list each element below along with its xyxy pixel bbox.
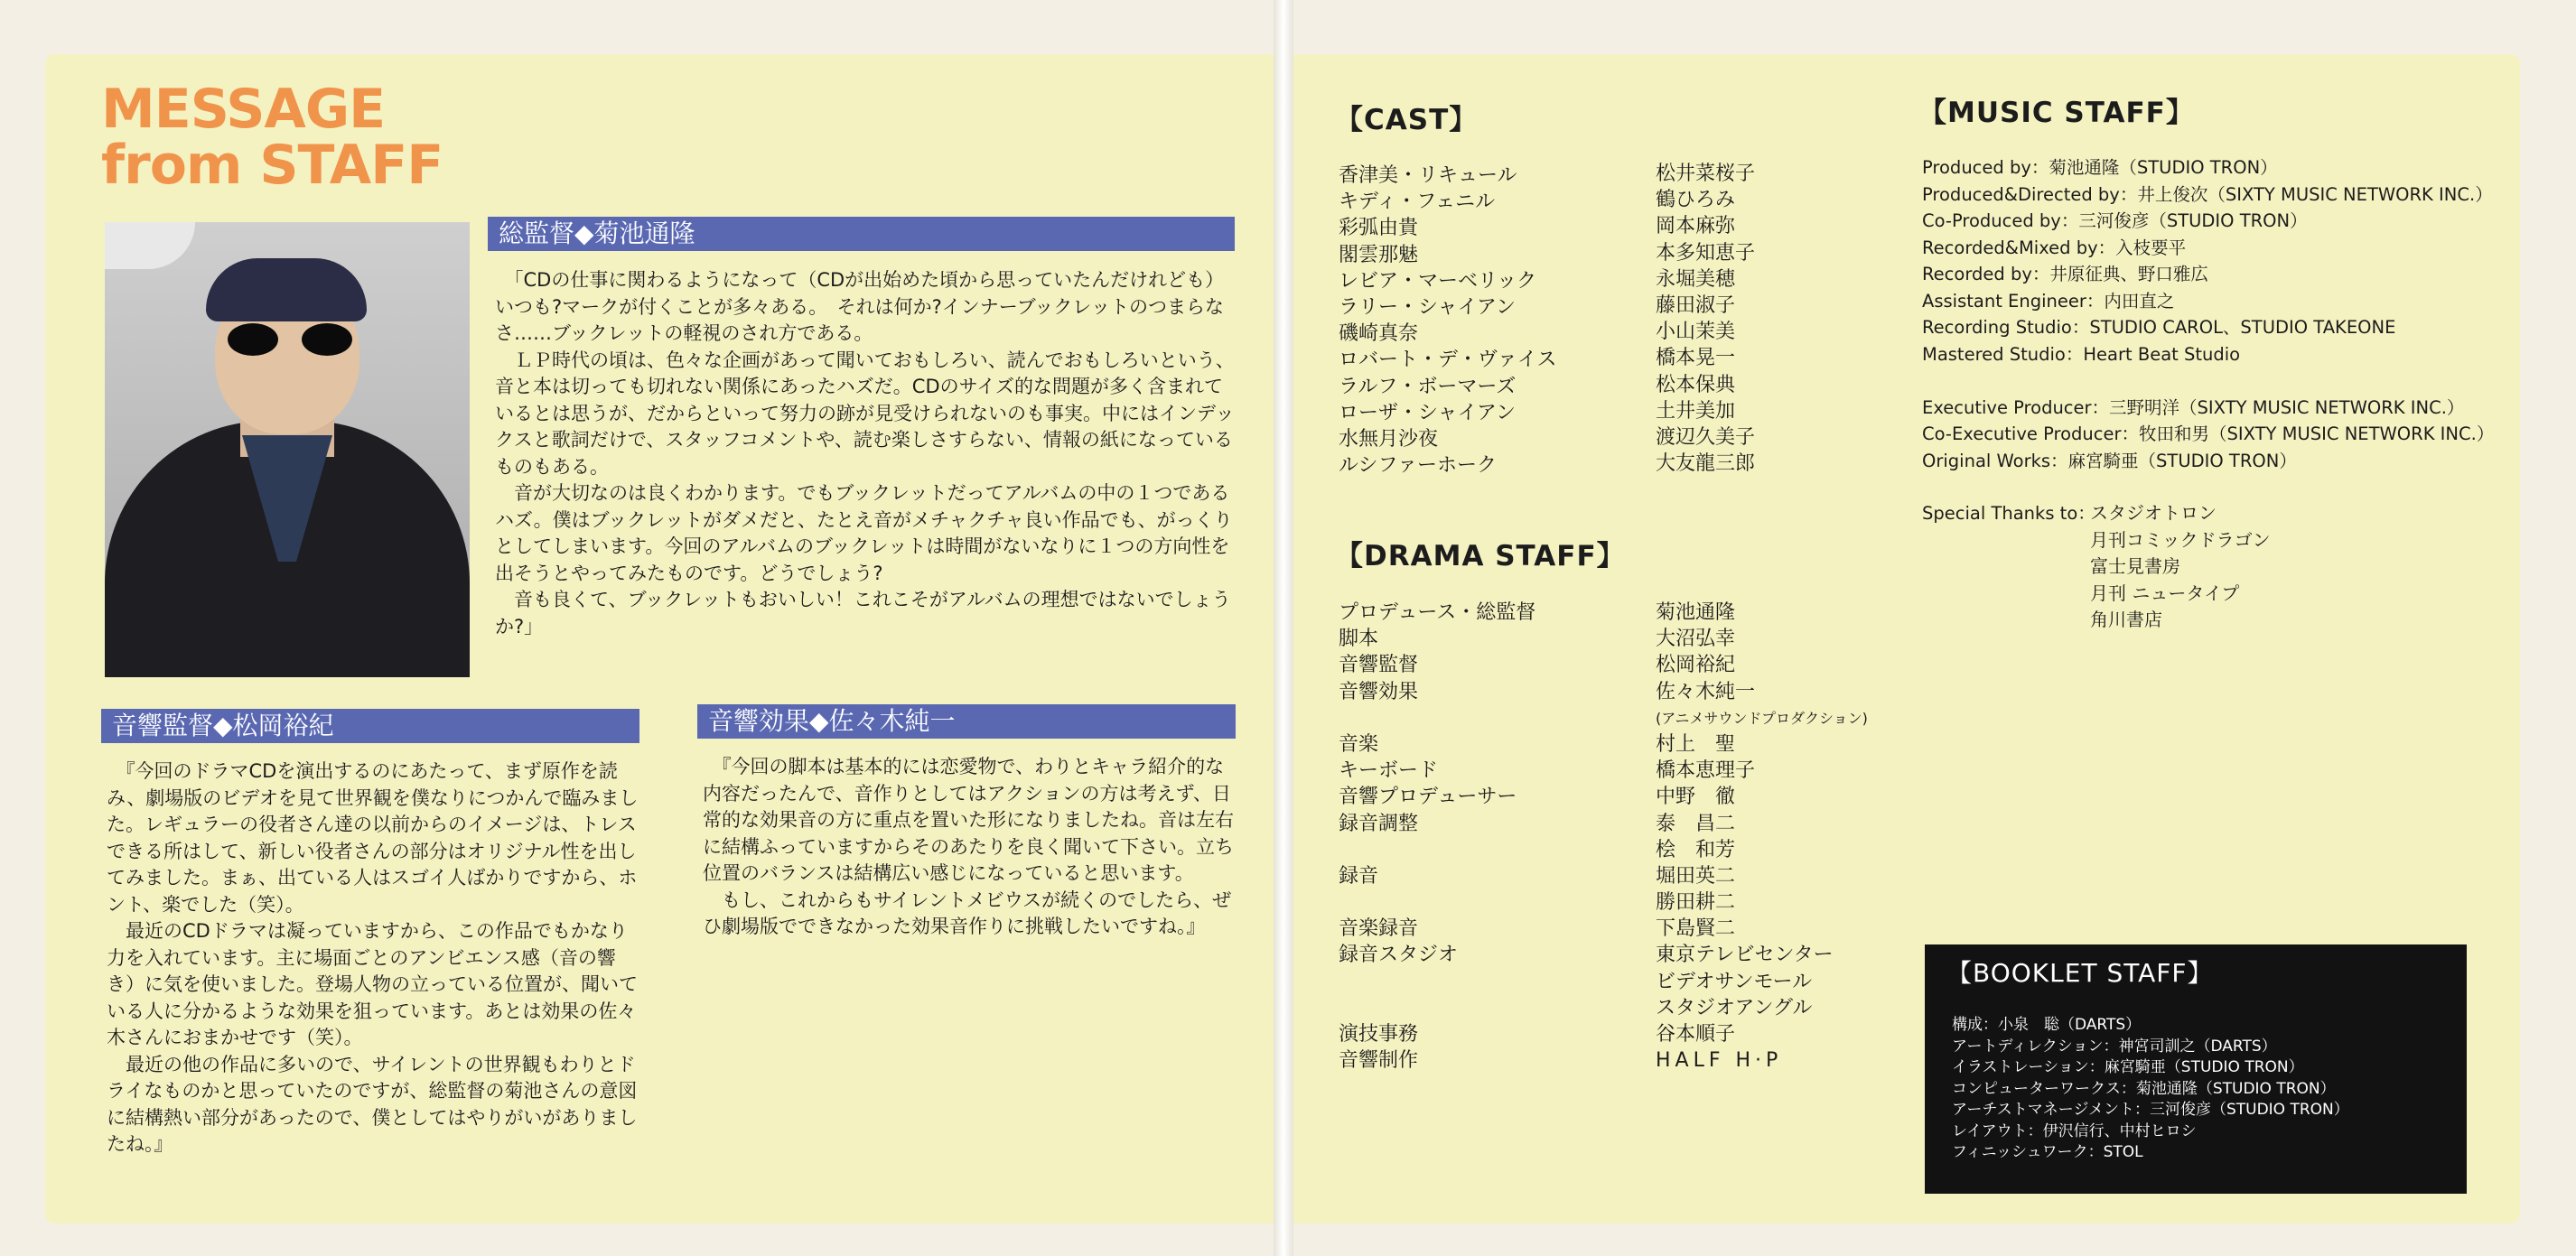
drama-name: (アニメサウンドプロダクション) xyxy=(1656,709,1868,727)
cast-actor: 渡辺久美子 xyxy=(1656,425,1756,449)
drama-name: 東京テレビセンター xyxy=(1656,944,1834,967)
cast-role: レビア・マーベリック xyxy=(1339,269,1537,293)
thanks-item: 角川書店 xyxy=(2090,609,2162,630)
cast-actor: 松井菜桜子 xyxy=(1656,163,1756,185)
kikuchi-message xyxy=(495,267,1237,640)
thanks-item: スタジオトロン xyxy=(2090,502,2217,524)
cast-role: 香津美・リキュール xyxy=(1339,164,1517,187)
music-staff-line: Co-Produced by：三河俊彦（STUDIO TRON） xyxy=(1922,210,2308,231)
drama-name: ビデオサンモール xyxy=(1656,970,1813,993)
drama-role: プロデュース・総監督 xyxy=(1339,601,1536,624)
drama-name: 松岡裕紀 xyxy=(1656,654,1736,677)
music-staff-line xyxy=(1922,367,2494,395)
drama-name: 大沼弘幸 xyxy=(1656,628,1736,651)
music-staff-line: Produced&Directed by：井上俊次（SIXTY MUSIC NETWORK INC.） xyxy=(1922,183,2493,205)
drama-name: スタジオアングル xyxy=(1656,996,1813,1019)
drama-role xyxy=(1339,705,1535,731)
cast-heading: 【CAST】 xyxy=(1335,104,1479,136)
sunglasses-shape xyxy=(228,323,352,358)
cast-role: ラリー・シャイアン xyxy=(1339,295,1517,319)
drama-role: 脚本 xyxy=(1339,628,1379,651)
drama-name-list xyxy=(1656,600,1868,1074)
drama-name: 村上 聖 xyxy=(1656,732,1736,756)
drama-role: 録音 xyxy=(1339,864,1379,888)
drama-role xyxy=(1339,837,1535,863)
cast-actor-list xyxy=(1656,161,1755,477)
booklet-staff-line: 構成：小泉 聡（DARTS） xyxy=(1952,1016,2142,1034)
thanks-item: 月刊コミックドラゴン xyxy=(2090,528,2271,551)
drama-role: 音楽 xyxy=(1339,732,1379,756)
sasaki-header: 音響効果◆佐々木純一 xyxy=(697,704,1236,739)
cast-actor: 永堀美穂 xyxy=(1656,267,1736,291)
drama-name: HALF H·P xyxy=(1656,1049,1783,1073)
booklet-spine xyxy=(1274,0,1293,1256)
drama-role: 録音調整 xyxy=(1339,812,1419,835)
thanks-item: 富士見書房 xyxy=(2090,555,2180,577)
drama-role: 音響制作 xyxy=(1339,1049,1419,1073)
drama-name: 勝田耕二 xyxy=(1656,891,1736,915)
music-staff-line: Co-Executive Producer：牧田和男（SIXTY MUSIC NETWORK INC.） xyxy=(1922,423,2495,444)
sasaki-message xyxy=(703,754,1241,941)
cast-role: 閣雲那魅 xyxy=(1339,243,1419,266)
cast-actor: 土井美加 xyxy=(1656,399,1736,423)
cast-role-list xyxy=(1339,163,1557,479)
music-staff-line: Recorded by：井原征典、野口雅広 xyxy=(1922,264,2208,284)
drama-name: 堀田英二 xyxy=(1656,864,1736,888)
music-staff-line: Executive Producer：三野明洋（SIXTY MUSIC NETWORK INC.） xyxy=(1922,396,2465,418)
director-photo xyxy=(105,222,470,677)
cast-role: ルシファーホーク xyxy=(1339,454,1498,478)
music-staff-line: Recording Studio：STUDIO CAROL、STUDIO TAKEONE xyxy=(1922,317,2396,338)
music-staff-line: Mastered Studio：Heart Beat Studio xyxy=(1922,343,2241,365)
cast-actor: 岡本麻弥 xyxy=(1656,215,1736,238)
matsuoka-header: 音響監督◆松岡裕紀 xyxy=(101,709,639,743)
matsuoka-message xyxy=(107,758,641,1158)
drama-staff-heading: 【DRAMA STAFF】 xyxy=(1335,540,1626,572)
special-thanks-list xyxy=(2090,500,2271,634)
cast-role: ローザ・シャイアン xyxy=(1339,401,1517,424)
cast-role: 磯崎真奈 xyxy=(1339,322,1419,346)
music-staff-line: Produced by：菊池通隆（STUDIO TRON） xyxy=(1922,157,2278,178)
cast-actor: 本多知恵子 xyxy=(1656,241,1756,265)
page-title: MESSAGE from STAFF xyxy=(101,78,443,197)
sasaki-paragraph: もし、これからもサイレントメビウスが続くのでしたら、ぜひ劇場版でできなかった効果音作りに挑戦したいですね。』 xyxy=(703,889,1232,937)
booklet-staff-list xyxy=(1952,1015,2349,1164)
sasaki-paragraph: 『今回の脚本は基本的には恋愛物で、わりとキャラ紹介的な内容だったんで、音作りとしてはアクションの方は考えず、日常的な効果音の方に重点を置いた形になりましたね。音は左右に結構ふっていますからそのあたりを良く聞いて下さい。立ち位置のバランスは結構広い感じになっていると思います。 xyxy=(703,756,1234,884)
booklet-staff-line: イラストレーション：麻宮騎亜（STUDIO TRON） xyxy=(1952,1058,2304,1076)
music-staff-heading: 【MUSIC STAFF】 xyxy=(1918,97,2195,129)
drama-role: 演技事務 xyxy=(1339,1023,1419,1046)
lamp-shape xyxy=(105,222,195,269)
drama-role xyxy=(1339,889,1535,916)
drama-role xyxy=(1339,995,1535,1021)
cast-role: 水無月沙夜 xyxy=(1339,427,1439,451)
drama-role-list xyxy=(1339,600,1535,1074)
booklet-staff-box xyxy=(1925,944,2467,1194)
cast-actor: 松本保典 xyxy=(1656,373,1736,396)
thanks-item: 月刊 ニュータイプ xyxy=(2090,581,2240,604)
drama-name: 桧 和芳 xyxy=(1656,838,1736,861)
music-staff-line: Assistant Engineer：内田直之 xyxy=(1922,290,2175,312)
booklet-staff-heading: 【BOOKLET STAFF】 xyxy=(1946,958,2214,988)
cast-role: キディ・フェニル xyxy=(1339,191,1496,214)
bandana-shape xyxy=(206,258,367,321)
booklet-staff-line: フィニッシュワーク：STOL xyxy=(1952,1143,2143,1161)
matsuoka-paragraph: 最近の他の作品に多いので、サイレントの世界観もわりとドライなものかと思っていたのですが、総監督の菊池さんの意図に結構熱い部分があったので、僕としてはやりがいがありましたね。』 xyxy=(107,1053,638,1155)
cast-role: ラルフ・ボーマーズ xyxy=(1339,375,1517,398)
drama-name: 橋本恵理子 xyxy=(1656,759,1756,783)
drama-role xyxy=(1339,969,1535,995)
kikuchi-paragraph: 音が大切なのは良くわかります。でもブックレットだってアルバムの中の１つであるハズ。僕はブックレットがダメだと、たとえ音がメチャクチャ良い作品でも、がっくりとしてしまいます。今回のアルバムのブックレットは時間がないなりに１つの方向性を出そうとやってみたものです。どうでしょう? xyxy=(495,482,1233,584)
drama-name: 中野 徹 xyxy=(1656,786,1736,809)
cast-actor: 小山茉美 xyxy=(1656,321,1736,344)
cast-actor: 藤田淑子 xyxy=(1656,293,1736,317)
drama-role: 音響効果 xyxy=(1339,680,1419,703)
booklet-staff-line: コンピューターワークス：菊池通隆（STUDIO TRON） xyxy=(1952,1079,2336,1098)
drama-name: 下島賢二 xyxy=(1656,917,1736,941)
cast-actor: 大友龍三郎 xyxy=(1656,452,1756,476)
drama-role: 音楽録音 xyxy=(1339,917,1419,941)
drama-name: 谷本順子 xyxy=(1656,1023,1736,1046)
kikuchi-paragraph: ＬＰ時代の頃は、色々な企画があって聞いておもしろい、読んでおもしろいという、音と本は切っても切れない関係にあったハズだ。CDのサイズ的な問題が多く含まれているとは思うが、だからといって努力の跡が見受けられないのも事実。中にはインデックスと歌詞だけで、スタッフコメントや、読む楽しさすらない、情報の紙になっているものもある。 xyxy=(495,349,1235,478)
drama-name: 泰 昌二 xyxy=(1656,812,1736,835)
music-staff-list xyxy=(1922,154,2494,474)
special-thanks-label: Special Thanks to： xyxy=(1922,503,2095,524)
kikuchi-paragraph: 「CDの仕事に関わるようになって（CDが出始めた頃から思っていたんだけれども）いつも?マークが付くことが多々ある。 それは何か?インナーブックレットのつまらなさ……ブックレットの軽視のされ方である。 xyxy=(495,269,1225,344)
cast-role: ロバート・デ・ヴァイス xyxy=(1339,349,1557,372)
drama-name: 佐々木純一 xyxy=(1656,680,1756,703)
drama-role: 録音スタジオ xyxy=(1339,944,1459,967)
drama-role: キーボード xyxy=(1339,759,1439,783)
music-staff-line: Recorded&Mixed by：入枝要平 xyxy=(1922,237,2187,258)
cast-actor: 橋本晃一 xyxy=(1656,347,1736,370)
drama-role: 音響プロデューサー xyxy=(1339,786,1517,809)
kikuchi-paragraph: 音も良くて、ブックレットもおいしい！これこそがアルバムの理想ではないでしょうか?」 xyxy=(495,589,1231,637)
drama-name: 菊池通隆 xyxy=(1656,601,1736,624)
kikuchi-header: 総監督◆菊池通隆 xyxy=(488,217,1235,251)
matsuoka-paragraph: 『今回のドラマCDを演出するのにあたって、まず原作を読み、劇場版のビデオを見て世界観を僕なりにつかんで臨みました。レギュラーの役者さん達の以前からのイメージは、トレスできる所はして、新しい役者さんの部分はオリジナル性を出してみました。まぁ、出ている人はスゴイ人ばかりですから、ホント、楽でした（笑）。 xyxy=(107,760,639,916)
music-staff-line: Original Works：麻宮騎亜（STUDIO TRON） xyxy=(1922,450,2297,471)
booklet-staff-line: アートディレクション：神宮司訓之（DARTS） xyxy=(1952,1037,2277,1056)
drama-role: 音響監督 xyxy=(1339,654,1419,677)
cast-actor: 鶴ひろみ xyxy=(1656,189,1736,212)
matsuoka-paragraph: 最近のCDドラマは凝っていますから、この作品でもかなり力を入れています。主に場面ごとのアンビエンス感（音の響き）に気を使いました。登場人物の立っている位置が、聞いている人に分かるような効果を狙っています。あとは効果の佐々木さんにおまかせです（笑）。 xyxy=(107,920,638,1048)
booklet-staff-line: レイアウト：伊沢信行、中村ヒロシ xyxy=(1952,1121,2197,1140)
booklet-staff-line: アーチストマネージメント：三河俊彦（STUDIO TRON） xyxy=(1952,1101,2349,1119)
cast-role: 彩弧由貴 xyxy=(1339,217,1419,240)
